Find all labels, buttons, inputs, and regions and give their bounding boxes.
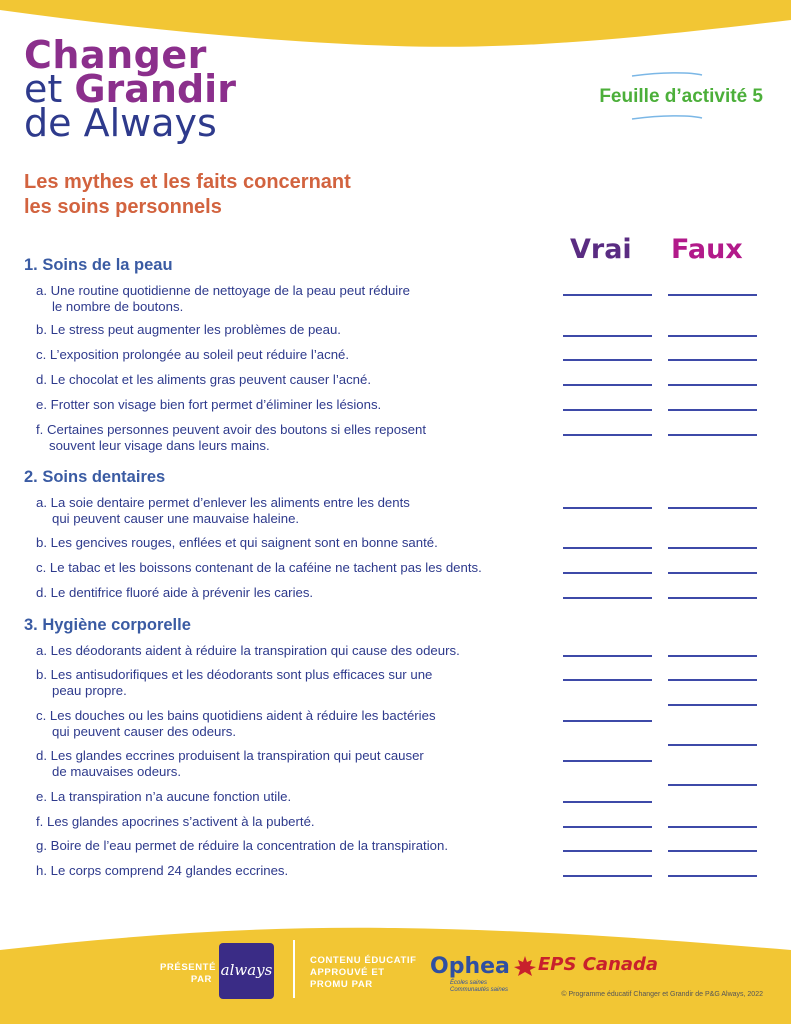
always-logo-text: always [220, 961, 273, 979]
question-text-continued: qui peuvent causer une mauvaise haleine. [52, 511, 300, 526]
question-skin-c [36, 347, 556, 363]
question-text: d. Le chocolat et les aliments gras peuvent causer l’acné. [36, 372, 372, 387]
answer-blank-false[interactable] [668, 572, 757, 574]
question-skin-b [36, 322, 556, 338]
question-hygiene-f [36, 814, 556, 830]
answer-blank-false[interactable] [668, 597, 757, 599]
question-text: c. Les douches ou les bains quotidiens aident à réduire les bactéries [36, 708, 436, 723]
answer-blank-false[interactable] [668, 679, 757, 681]
answer-blank-true[interactable] [563, 679, 652, 681]
answer-blank-true[interactable] [563, 597, 652, 599]
sheet-label-swoosh-bottom [632, 116, 702, 119]
answer-blank-false[interactable] [668, 294, 757, 296]
question-text: b. Les antisudorifiques et les déodorants sont plus efficaces sur une [36, 667, 433, 682]
answer-blank-false[interactable] [668, 744, 757, 746]
question-text: c. L’exposition prolongée au soleil peut réduire l’acné. [36, 347, 350, 362]
answer-blank-true[interactable] [563, 359, 652, 361]
answer-blank-false[interactable] [668, 850, 757, 852]
answer-blank-false[interactable] [668, 875, 757, 877]
question-skin-a [36, 283, 556, 315]
answer-blank-true[interactable] [563, 760, 652, 762]
question-skin-e [36, 397, 556, 413]
answer-blank-true[interactable] [563, 335, 652, 337]
ophea-tagline-line-1: Écoles saines [450, 980, 488, 986]
question-text: g. Boire de l’eau permet de réduire la concentration de la transpiration. [36, 838, 448, 853]
answer-blank-false[interactable] [668, 547, 757, 549]
answer-blank-true[interactable] [563, 826, 652, 828]
answer-blank-false[interactable] [668, 359, 757, 361]
presented-label-line-2: PAR [190, 974, 212, 985]
answer-blank-true[interactable] [563, 801, 652, 803]
answer-blank-true[interactable] [563, 409, 652, 411]
page-title-line-1: Les mythes et les faits concernant [24, 171, 351, 193]
answer-blank-false[interactable] [668, 409, 757, 411]
section-heading-dental: 2. Soins dentaires [24, 468, 166, 486]
answer-blank-false[interactable] [668, 655, 757, 657]
logo-line-1: Changer [24, 33, 207, 77]
question-hygiene-a [36, 643, 556, 659]
page-title-line-2: les soins personnels [24, 196, 222, 218]
question-text: e. La transpiration n’a aucune fonction utile. [36, 789, 292, 804]
logo-line-3: de Always [24, 101, 217, 145]
logo-line-2-bold: Grandir [74, 67, 236, 111]
question-hygiene-g [36, 838, 556, 854]
answer-blank-false[interactable] [668, 704, 757, 706]
answer-blank-false[interactable] [668, 507, 757, 509]
answer-blank-true[interactable] [563, 875, 652, 877]
answer-blank-true[interactable] [563, 572, 652, 574]
question-text: e. Frotter son visage bien fort permet d’éliminer les lésions. [36, 397, 382, 412]
question-text: f. Certaines personnes peuvent avoir des boutons si elles reposent [36, 422, 426, 437]
question-skin-d [36, 372, 556, 388]
question-dental-d [36, 585, 556, 601]
always-logo [219, 943, 274, 999]
question-dental-b [36, 535, 556, 551]
answer-blank-true[interactable] [563, 384, 652, 386]
question-hygiene-c [36, 708, 556, 740]
question-text: c. Le tabac et les boissons contenant de la caféine ne tachent pas les dents. [36, 560, 482, 575]
answer-blank-true[interactable] [563, 720, 652, 722]
question-dental-a [36, 495, 556, 527]
question-text: a. Une routine quotidienne de nettoyage de la peau peut réduire [36, 283, 410, 298]
footer-divider [293, 940, 295, 998]
answer-blank-true[interactable] [563, 850, 652, 852]
question-text-continued: de mauvaises odeurs. [52, 764, 182, 779]
false-column-header: Faux [671, 234, 743, 265]
question-text: f. Les glandes apocrines s’activent à la puberté. [36, 814, 315, 829]
content-label-line-3: PROMU PAR [310, 979, 373, 990]
answer-blank-false[interactable] [668, 384, 757, 386]
question-text: h. Le corps comprend 24 glandes eccrines. [36, 863, 289, 878]
content-label-line-2: APPROUVÉ ET [310, 967, 385, 978]
section-heading-body-hygiene: 3. Hygiène corporelle [24, 616, 191, 634]
sheet-label-swoosh-top [632, 73, 702, 76]
maple-leaf-icon [512, 954, 538, 980]
presented-label-line-1: PRÉSENTÉ [160, 962, 217, 973]
question-dental-c [36, 560, 556, 576]
question-skin-f [36, 422, 556, 454]
question-text: b. Le stress peut augmenter les problèmes de peau. [36, 322, 341, 337]
question-text: a. La soie dentaire permet d’enlever les aliments entre les dents [36, 495, 410, 510]
answer-blank-true[interactable] [563, 434, 652, 436]
question-hygiene-h [36, 863, 556, 879]
true-column-header: Vrai [570, 234, 632, 265]
presented-by-label [160, 962, 217, 986]
answer-blank-false[interactable] [668, 826, 757, 828]
eps-canada-logo: EPS Canada [538, 954, 659, 975]
section-heading-skin: 1. Soins de la peau [24, 256, 173, 274]
educational-content-label [310, 955, 417, 991]
content-label-line-1: CONTENU ÉDUCATIF [310, 955, 417, 966]
answer-blank-true[interactable] [563, 507, 652, 509]
question-hygiene-e [36, 789, 556, 805]
question-text-continued: peau propre. [52, 683, 127, 698]
question-text: a. Les déodorants aident à réduire la transpiration qui cause des odeurs. [36, 643, 460, 658]
answer-blank-true[interactable] [563, 547, 652, 549]
question-text: b. Les gencives rouges, enflées et qui saignent sont en bonne santé. [36, 535, 438, 550]
copyright-notice: © Programme éducatif Changer et Grandir de P&G Always, 2022 [561, 991, 763, 998]
page-title [24, 170, 351, 220]
changer-et-grandir-logo [24, 33, 236, 145]
question-text-continued: qui peuvent causer des odeurs. [52, 724, 237, 739]
answer-blank-false[interactable] [668, 784, 757, 786]
answer-blank-true[interactable] [563, 294, 652, 296]
ophea-tagline-line-2: Communautés saines [450, 987, 509, 993]
question-hygiene-d [36, 748, 556, 780]
ophea-logo: Ophea [430, 954, 510, 979]
question-text: d. Les glandes eccrines produisent la transpiration qui peut causer [36, 748, 424, 763]
question-text-continued: souvent leur visage dans leurs mains. [49, 438, 270, 453]
answer-blank-false[interactable] [668, 335, 757, 337]
question-text: d. Le dentifrice fluoré aide à prévenir les caries. [36, 585, 314, 600]
question-text-continued: le nombre de boutons. [52, 299, 184, 314]
question-hygiene-b [36, 667, 556, 699]
activity-sheet-label: Feuille d’activité 5 [599, 86, 763, 107]
answer-blank-true[interactable] [563, 655, 652, 657]
answer-blank-false[interactable] [668, 434, 757, 436]
logo-line-2-prefix: et [24, 67, 75, 111]
ophea-tagline [450, 980, 508, 994]
